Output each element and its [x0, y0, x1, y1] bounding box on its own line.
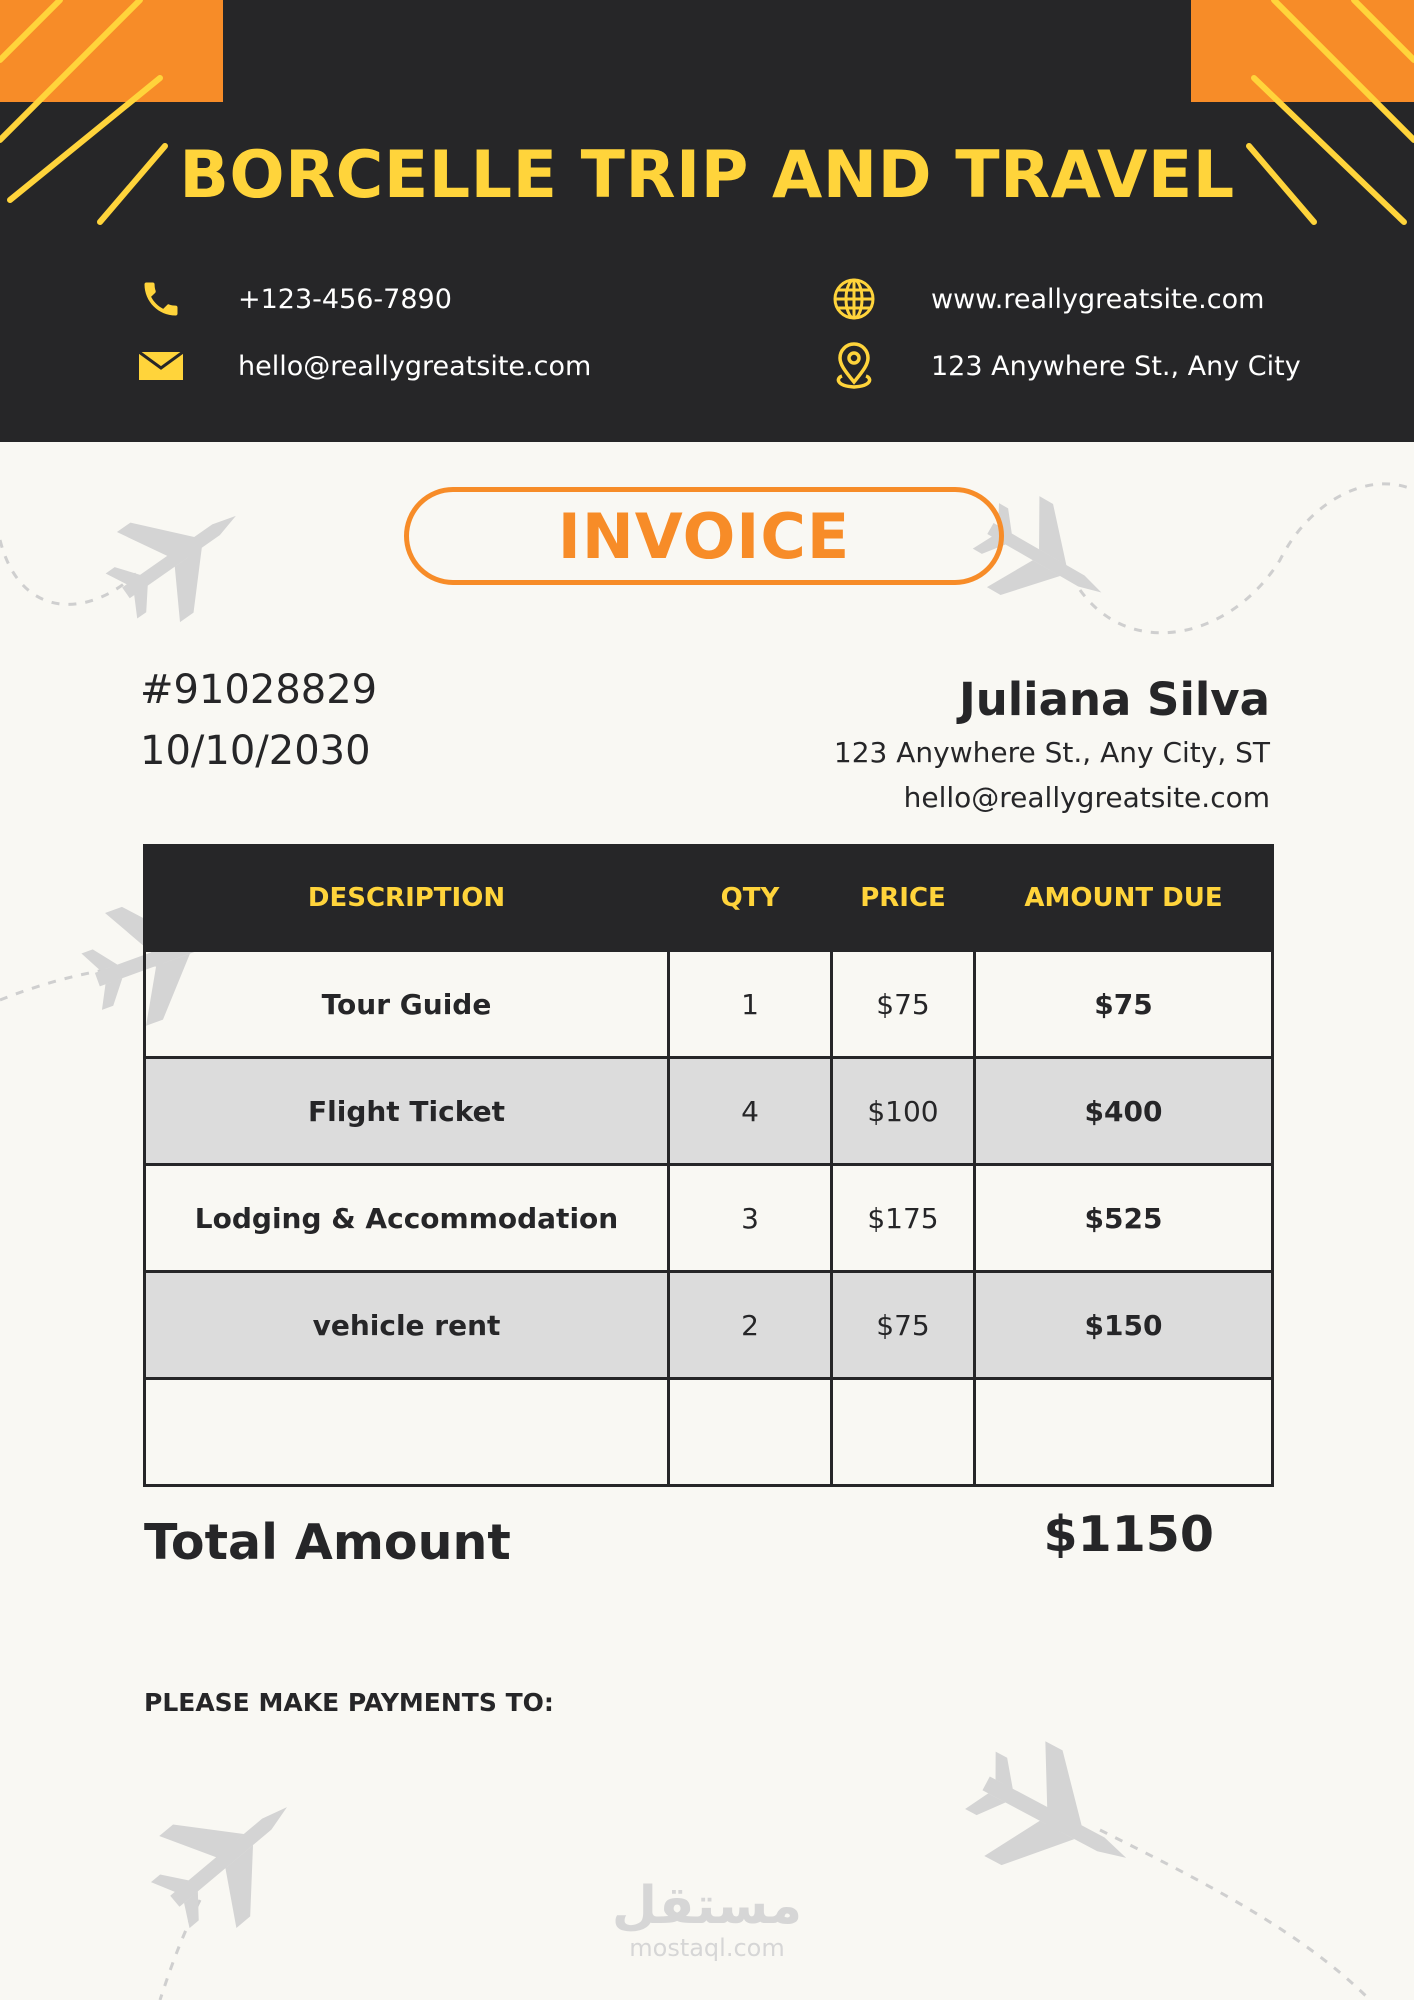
watermark-arabic: مستقل [611, 1876, 803, 1936]
row-description: vehicle rent [145, 1272, 669, 1379]
row-amount: $525 [975, 1165, 1273, 1272]
website-text: www.reallygreatsite.com [931, 283, 1265, 315]
watermark-logo [0, 1878, 1414, 1962]
client-info [834, 670, 1270, 820]
invoice-title: INVOICE [557, 499, 851, 573]
table-header-row [145, 846, 1273, 951]
row-qty: 1 [669, 951, 832, 1058]
row-price: $175 [832, 1165, 975, 1272]
row-qty: 3 [669, 1165, 832, 1272]
email-text: hello@reallygreatsite.com [238, 350, 592, 382]
client-name: Juliana Silva [958, 673, 1270, 726]
row-qty [669, 1379, 832, 1486]
invoice-table [143, 844, 1274, 1487]
watermark-latin: mostaql.com [629, 1934, 785, 1962]
company-name: BORCELLE TRIP AND TRAVEL [179, 138, 1235, 213]
row-amount: $400 [975, 1058, 1273, 1165]
mail-icon [138, 343, 184, 389]
invoice-number: #91028829 [140, 667, 378, 713]
client-address: 123 Anywhere St., Any City, ST [833, 736, 1270, 769]
row-amount: $75 [975, 951, 1273, 1058]
row-description: Tour Guide [145, 951, 669, 1058]
total-label: Total Amount [144, 1514, 511, 1571]
location-pin-icon [831, 343, 877, 389]
contact-website [831, 276, 1264, 322]
plane-icon [90, 471, 268, 641]
table-row [145, 1165, 1273, 1272]
phone-text: +123-456-7890 [238, 283, 452, 315]
row-qty: 4 [669, 1058, 832, 1165]
row-amount [975, 1379, 1273, 1486]
phone-icon [138, 276, 184, 322]
payment-label: PLEASE MAKE PAYMENTS TO: [144, 1688, 554, 1717]
header-price: PRICE [832, 846, 975, 951]
header [0, 0, 1414, 442]
contact-phone [138, 276, 452, 322]
client-email: hello@reallygreatsite.com [903, 781, 1270, 814]
table-row-empty [145, 1379, 1273, 1486]
globe-icon [831, 276, 877, 322]
header-amount-due: AMOUNT DUE [975, 846, 1273, 951]
total-value: $1150 [1043, 1506, 1214, 1563]
contact-email [138, 343, 591, 389]
address-text: 123 Anywhere St., Any City [931, 350, 1301, 382]
row-amount: $150 [975, 1272, 1273, 1379]
table-row [145, 951, 1273, 1058]
row-description: Lodging & Accommodation [145, 1165, 669, 1272]
row-description: Flight Ticket [145, 1058, 669, 1165]
invoice-title-badge [404, 487, 1004, 585]
invoice-date: 10/10/2030 [140, 728, 371, 774]
row-description [145, 1379, 669, 1486]
row-price: $75 [832, 1272, 975, 1379]
row-qty: 2 [669, 1272, 832, 1379]
header-description: DESCRIPTION [145, 846, 669, 951]
row-price: $100 [832, 1058, 975, 1165]
table-row [145, 1058, 1273, 1165]
invoice-meta [140, 660, 377, 782]
contact-address [831, 343, 1301, 389]
table-row [145, 1272, 1273, 1379]
header-qty: QTY [669, 846, 832, 951]
row-price [832, 1379, 975, 1486]
row-price: $75 [832, 951, 975, 1058]
